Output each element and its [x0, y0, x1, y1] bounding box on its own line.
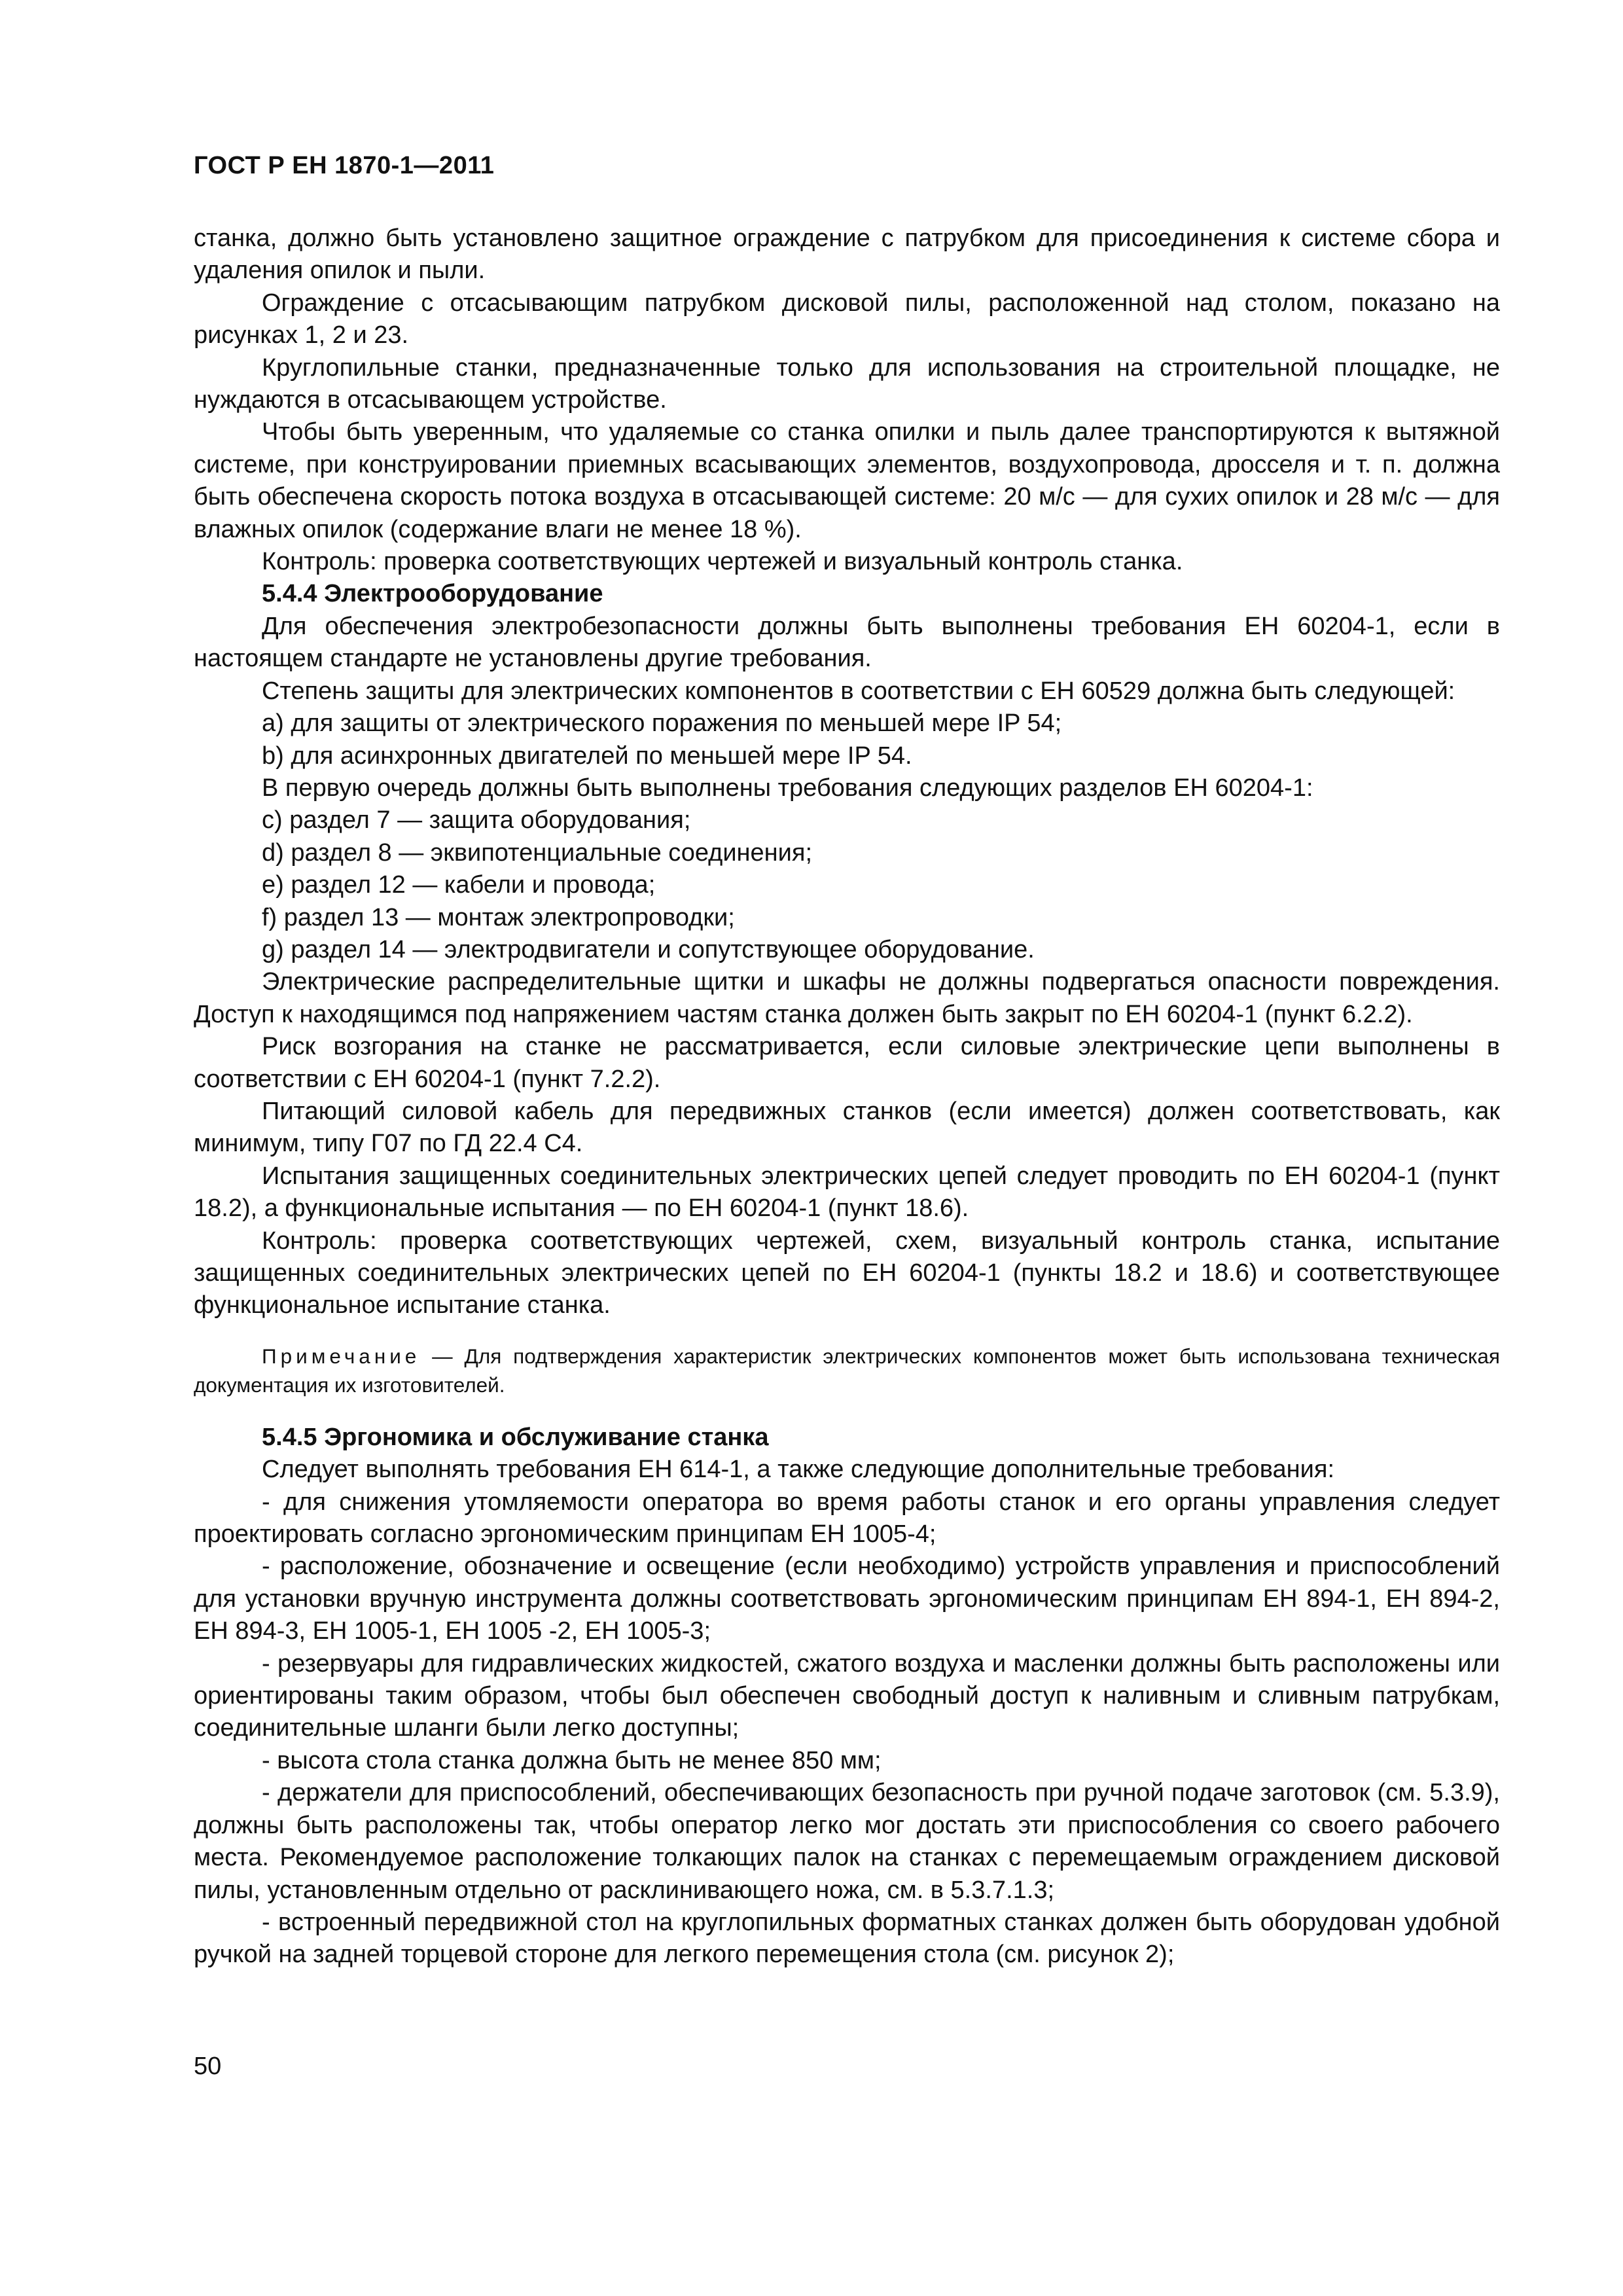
list-item: d) раздел 8 — эквипотенциальные соединения; [262, 838, 813, 867]
section-heading: 5.4.4 Электрооборудование [262, 580, 603, 608]
paragraph: Круглопильные станки, предназначенные только для использования на строительной площадке, не нуждаются в отсасывающем устройстве. [194, 353, 1500, 414]
paragraph: станка, должно быть установлено защитное ограждение с патрубком для присоединения к системе сбора и удаления опилок и пыли. [194, 224, 1500, 285]
paragraph: Ограждение с отсасывающим патрубком дисковой пилы, расположенной над столом, показано на рисунках 1, 2 и 23. [194, 289, 1500, 350]
note-label: Примечание [262, 1344, 421, 1368]
page-number: 50 [194, 2053, 222, 2080]
section-heading: 5.4.5 Эргономика и обслуживание станка [262, 1423, 769, 1451]
paragraph: В первую очередь должны быть выполнены требования следующих разделов ЕН 60204-1: [262, 774, 1313, 802]
list-item: b) для асинхронных двигателей по меньшей мере IP 54. [262, 742, 912, 770]
note [194, 1342, 1500, 1399]
document-header: ГОСТ Р ЕН 1870-1—2011 [194, 152, 495, 179]
list-item: g) раздел 14 — электродвигатели и сопутствующее оборудование. [262, 935, 1035, 963]
list-item: - высота стола станка должна быть не менее 850 мм; [262, 1746, 882, 1774]
paragraph: Электрические распределительные щитки и шкафы не должны подвергаться опасности повреждения. Доступ к находящимся под напряжением частям станка должен быть закрыт по ЕН 60204-1 (пункт 6.2.2). [194, 968, 1500, 1028]
paragraph: Следует выполнять требования ЕН 614-1, а также следующие дополнительные требования: [262, 1456, 1335, 1484]
paragraph: Контроль: проверка соответствующих чертежей, схем, визуальный контроль станка, испытание защищенных соединительных электрических цепей по ЕН 60204-1 (пункты 18.2 и 18.6) и соответствующее функциональное испытание станка. [194, 1227, 1500, 1319]
paragraph: Питающий силовой кабель для передвижных станков (если имеется) должен соответствовать, как минимум, типу Г07 по ГД 22.4 С4. [194, 1097, 1500, 1158]
paragraph: Степень защиты для электрических компонентов в соответствии с ЕН 60529 должна быть следующей: [262, 677, 1455, 705]
paragraph: Чтобы быть уверенным, что удаляемые со станка опилки и пыль далее транспортируются к вытяжной системе, при конструировании приемных всасывающих элементов, воздухопровода, дросселя и т. п. должна быть обеспечена скорость потока воздуха в отсасывающей системе: 20 м/с — для сухих опилок и 28 м/с — для влажных опилок (содержание влаги не менее 18 %). [194, 418, 1500, 543]
list-item: - для снижения утомляемости оператора во время работы станок и его органы управления следует проектировать согласно эргономическим принципам ЕН 1005-4; [194, 1488, 1500, 1549]
document-body [194, 223, 1500, 1971]
paragraph: Испытания защищенных соединительных электрических цепей следует проводить по ЕН 60204-1 (пункт 18.2), а функциональные испытания — по ЕН 60204-1 (пункт 18.6). [194, 1162, 1500, 1223]
list-item: - расположение, обозначение и освещение (если необходимо) устройств управления и приспособлений для установки вручную инструмента должны соответствовать эргономическим принципам ЕН 894-1, ЕН 894-2, ЕН 894-3, ЕН 1005-1, ЕН 1005 -2, ЕН 1005-3; [194, 1552, 1500, 1645]
list-item: - резервуары для гидравлических жидкостей, сжатого воздуха и масленки должны быть расположены или ориентированы таким образом, чтобы был обеспечен свободный доступ к наливным и сливным патрубкам, соединительные шланги были легко доступны; [194, 1649, 1500, 1742]
list-item: e) раздел 12 — кабели и провода; [262, 871, 656, 899]
paragraph: Риск возгорания на станке не рассматривается, если силовые электрические цепи выполнены в соответствии с ЕН 60204-1 (пункт 7.2.2). [194, 1033, 1500, 1093]
list-item: a) для защиты от электрического поражения по меньшей мере IP 54; [262, 709, 1062, 738]
paragraph: Контроль: проверка соответствующих чертежей и визуальный контроль станка. [262, 548, 1183, 576]
list-item: f) раздел 13 — монтаж электропроводки; [262, 903, 735, 931]
list-item: - держатели для приспособлений, обеспечивающих безопасность при ручной подаче заготовок (см. 5.3.9), должны быть расположены так, чтобы оператор легко мог достать эти приспособления со своего рабочего места. Рекомендуемое расположение толкающих палок на станках с перемещаемым ограждением дисковой пилы, установленным отдельно от расклинивающего ножа, см. в 5.3.7.1.3; [194, 1779, 1500, 1904]
paragraph: Для обеспечения электробезопасности должны быть выполнены требования ЕН 60204-1, если в настоящем стандарте не установлены другие требования. [194, 612, 1500, 673]
list-item: c) раздел 7 — защита оборудования; [262, 806, 691, 834]
note-text: — Для подтверждения характеристик электрических компонентов может быть использована техническая документация их изготовителей. [194, 1344, 1500, 1397]
list-item: - встроенный передвижной стол на круглопильных форматных станках должен быть оборудован удобной ручкой на задней торцевой стороне для легкого перемещения стола (см. рисунок 2); [194, 1908, 1500, 1969]
